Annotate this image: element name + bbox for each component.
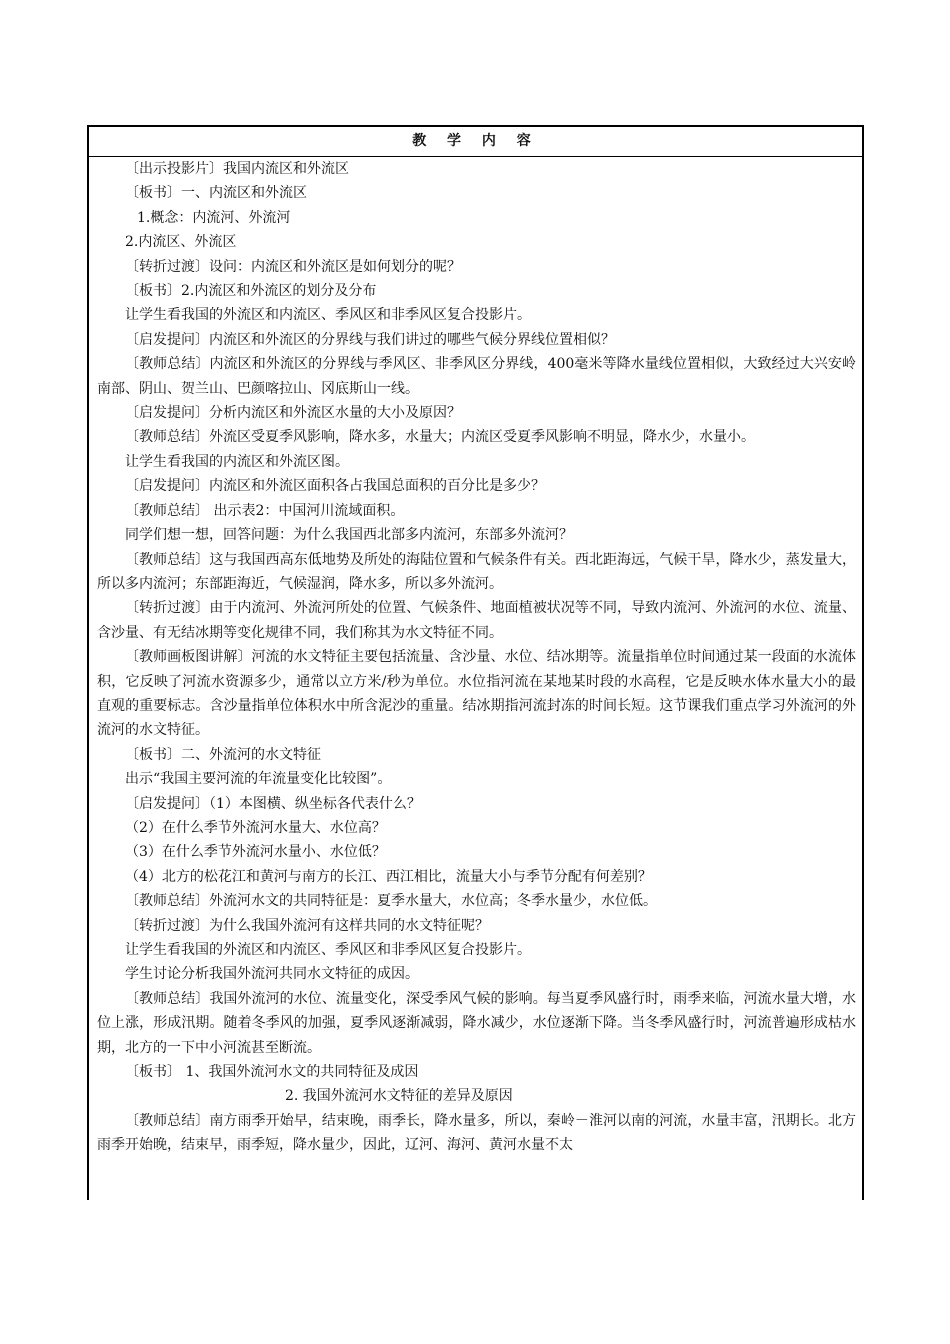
text-line: 〔教师总结〕外流河水文的共同特征是：夏季水量大，水位高；冬季水量少，水位低。 [125,893,657,910]
text-line: 2.内流区、外流区 [125,234,237,251]
text-paragraph: 〔教师总结〕这与我国西高东低地势及所处的海陆位置和气候条件有关。西北距海远，气候干旱，降水少，蒸发量大，所以多内流河；东部距海近，气候湿润，降水多，所以多外流河。 [97,551,856,592]
text-paragraph: 〔教师总结〕外流区受夏季风影响，降水多，水量大；内流区受夏季风影响不明显，降水少，水量小。 [125,429,755,446]
text-line: （2）在什么季节外流河水量大、水位高？ [125,819,386,836]
text-line: 〔板书〕 1、我国外流河水文的共同特征及成因 [125,1064,419,1081]
text-paragraph: 〔教师总结〕南方雨季开始早，结束晚，雨季长，降水量多，所以，秦岭－淮河以南的河流，水量丰富，汛期长。北方雨季开始晚，结束早，雨季短，降水量少，因此，辽河、海河、黄河水量不太 [97,1112,856,1154]
text-paragraph: 〔教师总结〕内流区和外流区的分界线与季风区、非季风区分界线，400毫米等降水量线位置相似，大致经过大兴安岭南部、阴山、贺兰山、巴颜喀拉山、冈底斯山一线。 [97,356,856,397]
text-line: 〔板书〕2.内流区和外流区的划分及分布 [125,283,377,300]
text-line: 1.概念：内流河、外流河 [137,209,291,226]
text-line: 〔启发提问〕内流区和外流区的分界线与我们讲过的哪些气候分界线位置相似？ [125,331,615,348]
text-line: 〔板书〕一、内流区和外流区 [125,185,307,202]
text-line: 〔教师总结〕 出示表2：中国河川流域面积。 [125,502,405,519]
text-line: （3）在什么季节外流河水量小、水位低？ [125,844,386,861]
text-line: 出示“我国主要河流的年流量变化比较图”。 [125,771,392,788]
text-line: 让学生看我国的内流区和外流区图。 [125,453,349,470]
text-line: 学生讨论分析我国外流河共同水文特征的成因。 [125,966,419,983]
text-line: 同学们想一想，回答问题：为什么我国西北部多内流河，东部多外流河？ [125,527,573,544]
text-line: （4）北方的松花江和黄河与南方的长江、西江相比，流量大小与季节分配有何差别？ [125,868,652,885]
text-line: 〔转折过渡〕设问：内流区和外流区是如何划分的呢？ [125,258,461,275]
text-line: 〔板书〕二、外流河的水文特征 [125,746,321,763]
text-line: 〔启发提问〕（1）本图横、纵坐标各代表什么？ [125,795,421,812]
text-line: 2. 我国外流河水文特征的差异及原因 [285,1088,513,1105]
lesson-table [87,125,864,1200]
text-paragraph: 〔教师总结〕我国外流河的水位、流量变化，深受季风气候的影响。每当夏季风盛行时，雨季来临，河流水量大增，水位上涨，形成汛期。随着冬季风的加强，夏季风逐渐减弱，降水减少，水位逐渐下降。当冬季风盛行时，河流普遍形成枯水期，北方的一下中小河流甚至断流。 [97,990,856,1056]
text-paragraph: 〔转折过渡〕由于内流河、外流河所处的位置、气候条件、地面植被状况等不同，导致内流河、外流河的水位、流量、含沙量、有无结冰期等变化规律不同，我们称其为水文特征不同。 [97,600,856,641]
text-line: 〔转折过渡〕为什么我国外流河有这样共同的水文特征呢？ [125,917,489,934]
text-line: 〔启发提问〕分析内流区和外流区水量的大小及原因？ [125,405,461,422]
lesson-content [89,157,862,1158]
text-line: 让学生看我国的外流区和内流区、季风区和非季风区复合投影片。 [125,942,531,958]
text-line: 〔出示投影片〕我国内流区和外流区 [125,161,349,177]
text-paragraph: 〔教师画板图讲解〕河流的水文特征主要包括流量、含沙量、水位、结冰期等。流量指单位时间通过某一段面的水流体积，它反映了河流水资源多少，通常以立方米/秒为单位。水位指河流在某地某时段的水高程，它是反映水体水量大小的最直观的重要标志。含沙量指单位体积水中所含泥沙的重量。结冰期指河流封冻的时间长短。这节课我们重点学习外流河的外流河的水文特征。 [97,649,856,739]
text-line: 让学生看我国的外流区和内流区、季风区和非季风区复合投影片。 [125,307,531,324]
table-header: 教 学 内 容 [89,127,862,157]
text-line: 〔启发提问〕内流区和外流区面积各占我国总面积的百分比是多少？ [125,478,545,495]
